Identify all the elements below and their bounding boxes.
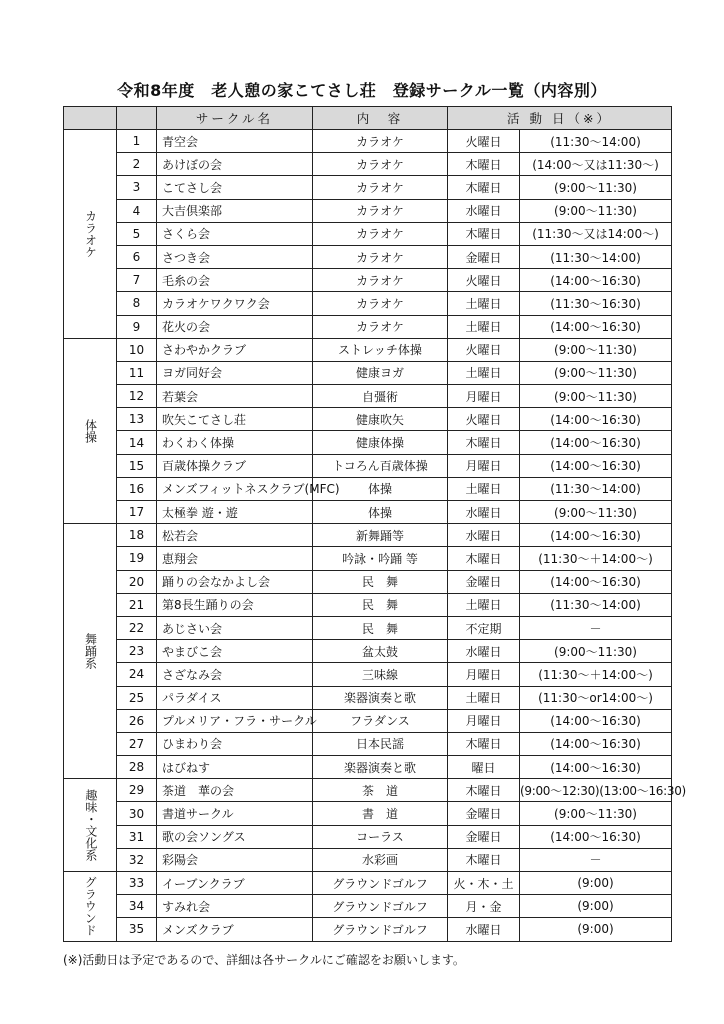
activity-content: 健康ヨガ: [313, 361, 448, 384]
row-number: 21: [117, 593, 157, 616]
activity-time: (9:00～12:30)(13:00～16:30): [520, 779, 672, 802]
table-row: [64, 872, 672, 895]
circle-name: メンズフィットネスクラブ(MFC): [157, 477, 313, 500]
activity-time: (9:00～11:30): [520, 361, 672, 384]
activity-content: 吟詠・吟踊 等: [313, 547, 448, 570]
row-number: 24: [117, 663, 157, 686]
footnote: (※)活動日は予定であるので、詳細は各サークルにご確認をお願いします。: [63, 953, 465, 967]
activity-content: グラウンドゴルフ: [313, 872, 448, 895]
activity-time: (9:00～11:30): [520, 385, 672, 408]
activity-content: カラオケ: [313, 269, 448, 292]
activity-time: (9:00～11:30): [520, 640, 672, 663]
table-row: [64, 524, 672, 547]
row-number: 1: [117, 130, 157, 153]
table-row: [64, 222, 672, 245]
circle-name: 恵翔会: [157, 547, 313, 570]
circle-name: 毛糸の会: [157, 269, 313, 292]
activity-day: 木曜日: [448, 779, 520, 802]
circle-name: ひまわり会: [157, 732, 313, 755]
row-number: 33: [117, 872, 157, 895]
row-number: 13: [117, 408, 157, 431]
activity-day: 土曜日: [448, 593, 520, 616]
table-row: [64, 895, 672, 918]
activity-time: (9:00): [520, 872, 672, 895]
circle-name: わくわく体操: [157, 431, 313, 454]
table-row: [64, 616, 672, 639]
activity-time: (11:30～14:00): [520, 593, 672, 616]
row-number: 3: [117, 176, 157, 199]
activity-time: (9:00～11:30): [520, 199, 672, 222]
activity-time: (14:00～16:30): [520, 524, 672, 547]
activity-day: 水曜日: [448, 524, 520, 547]
row-number: 14: [117, 431, 157, 454]
circle-name: 茶道 華の会: [157, 779, 313, 802]
table-row: [64, 802, 672, 825]
header-schedule: 活 動 日（※）: [448, 107, 672, 130]
activity-day: 土曜日: [448, 477, 520, 500]
table-row: [64, 199, 672, 222]
circle-name: 歌の会ソングス: [157, 825, 313, 848]
row-number: 27: [117, 732, 157, 755]
circle-name: あじさい会: [157, 616, 313, 639]
circle-name: 花火の会: [157, 315, 313, 338]
activity-day: 曜日: [448, 756, 520, 779]
row-number: 25: [117, 686, 157, 709]
activity-time: (14:00～16:30): [520, 315, 672, 338]
activity-content: グラウンドゴルフ: [313, 918, 448, 941]
activity-time: (9:00～11:30): [520, 501, 672, 524]
activity-time: (9:00): [520, 918, 672, 941]
circle-name: 書道サークル: [157, 802, 313, 825]
activity-time: (14:00～16:30): [520, 756, 672, 779]
activity-time: (11:30～＋14:00～): [520, 547, 672, 570]
row-number: 4: [117, 199, 157, 222]
activity-content: フラダンス: [313, 709, 448, 732]
activity-content: 民 舞: [313, 570, 448, 593]
activity-content: 民 舞: [313, 593, 448, 616]
activity-day: 水曜日: [448, 640, 520, 663]
activity-time: (11:30～又は14:00～): [520, 222, 672, 245]
activity-content: カラオケ: [313, 245, 448, 268]
table-row: [64, 918, 672, 941]
circle-name: 彩陽会: [157, 848, 313, 871]
table-row: [64, 732, 672, 755]
activity-content: 日本民謡: [313, 732, 448, 755]
activity-content: 茶 道: [313, 779, 448, 802]
row-number: 18: [117, 524, 157, 547]
row-number: 28: [117, 756, 157, 779]
activity-time: (14:00～又は11:30～): [520, 153, 672, 176]
activity-day: 金曜日: [448, 802, 520, 825]
header-number: [117, 107, 157, 130]
activity-time: (14:00～16:30): [520, 732, 672, 755]
row-number: 2: [117, 153, 157, 176]
table-row: [64, 825, 672, 848]
activity-time: (9:00～11:30): [520, 338, 672, 361]
activity-content: 体操: [313, 477, 448, 500]
row-number: 8: [117, 292, 157, 315]
table-row: [64, 640, 672, 663]
activity-content: 健康体操: [313, 431, 448, 454]
table-row: [64, 269, 672, 292]
table-row: [64, 454, 672, 477]
circle-name: さつき会: [157, 245, 313, 268]
category-label: 趣味・文化系: [64, 779, 117, 872]
row-number: 22: [117, 616, 157, 639]
table-row: [64, 245, 672, 268]
activity-day: 月曜日: [448, 385, 520, 408]
activity-content: 自彊術: [313, 385, 448, 408]
table-row: [64, 593, 672, 616]
row-number: 30: [117, 802, 157, 825]
row-number: 15: [117, 454, 157, 477]
table-row: [64, 756, 672, 779]
row-number: 26: [117, 709, 157, 732]
table-row: [64, 176, 672, 199]
activity-time: (11:30～14:00): [520, 130, 672, 153]
header-row: [64, 107, 672, 130]
circle-name: 百歳体操クラブ: [157, 454, 313, 477]
circle-name: あけぼの会: [157, 153, 313, 176]
activity-day: 火曜日: [448, 408, 520, 431]
activity-time: (9:00～11:30): [520, 176, 672, 199]
row-number: 23: [117, 640, 157, 663]
row-number: 9: [117, 315, 157, 338]
activity-day: 水曜日: [448, 501, 520, 524]
activity-content: カラオケ: [313, 130, 448, 153]
activity-day: 火曜日: [448, 269, 520, 292]
activity-time: (14:00～16:30): [520, 408, 672, 431]
category-label: カラオケ: [64, 130, 117, 339]
circle-name: はびねす: [157, 756, 313, 779]
activity-content: 体操: [313, 501, 448, 524]
activity-time: (11:30～16:30): [520, 292, 672, 315]
table-row: [64, 501, 672, 524]
activity-day: 月曜日: [448, 709, 520, 732]
header-category: [64, 107, 117, 130]
table-row: [64, 338, 672, 361]
circle-name: 大吉倶楽部: [157, 199, 313, 222]
row-number: 7: [117, 269, 157, 292]
circle-name: 若葉会: [157, 385, 313, 408]
activity-day: 土曜日: [448, 686, 520, 709]
table-row: [64, 153, 672, 176]
table-row: [64, 547, 672, 570]
table-row: [64, 408, 672, 431]
circle-name: やまびこ会: [157, 640, 313, 663]
header-circle-name: サークル名: [157, 107, 313, 130]
activity-time: (14:00～16:30): [520, 570, 672, 593]
row-number: 20: [117, 570, 157, 593]
row-number: 10: [117, 338, 157, 361]
activity-day: 木曜日: [448, 176, 520, 199]
activity-content: カラオケ: [313, 153, 448, 176]
table-row: [64, 385, 672, 408]
table-row: [64, 130, 672, 153]
circle-name: さわやかクラブ: [157, 338, 313, 361]
activity-day: 水曜日: [448, 918, 520, 941]
circle-name: さくら会: [157, 222, 313, 245]
activity-day: 木曜日: [448, 848, 520, 871]
activity-day: 金曜日: [448, 245, 520, 268]
activity-time: (14:00～16:30): [520, 269, 672, 292]
row-number: 17: [117, 501, 157, 524]
category-label: 体操: [64, 338, 117, 524]
activity-time: (14:00～16:30): [520, 431, 672, 454]
row-number: 31: [117, 825, 157, 848]
activity-time: －: [520, 616, 672, 639]
circle-list-table: [63, 106, 686, 942]
activity-content: コーラス: [313, 825, 448, 848]
circle-name: こてさし会: [157, 176, 313, 199]
row-number: 5: [117, 222, 157, 245]
activity-day: 月・金: [448, 895, 520, 918]
activity-day: 水曜日: [448, 199, 520, 222]
activity-content: カラオケ: [313, 176, 448, 199]
table-row: [64, 663, 672, 686]
table-row: [64, 431, 672, 454]
circle-name: 吹矢こてさし荘: [157, 408, 313, 431]
header-content: 内 容: [313, 107, 448, 130]
table-row: [64, 292, 672, 315]
row-number: 19: [117, 547, 157, 570]
circle-name: 青空会: [157, 130, 313, 153]
row-number: 35: [117, 918, 157, 941]
activity-day: 月曜日: [448, 454, 520, 477]
table-row: [64, 709, 672, 732]
circle-name: プルメリア・フラ・サークル: [157, 709, 313, 732]
row-number: 11: [117, 361, 157, 384]
activity-content: 新舞踊等: [313, 524, 448, 547]
activity-time: (9:00～11:30): [520, 802, 672, 825]
activity-content: グラウンドゴルフ: [313, 895, 448, 918]
activity-content: 楽器演奏と歌: [313, 686, 448, 709]
circle-name: 松若会: [157, 524, 313, 547]
circle-name: さざなみ会: [157, 663, 313, 686]
activity-content: 水彩画: [313, 848, 448, 871]
circle-name: パラダイス: [157, 686, 313, 709]
activity-content: ストレッチ体操: [313, 338, 448, 361]
activity-time: (11:30～or14:00～): [520, 686, 672, 709]
table-row: [64, 477, 672, 500]
row-number: 32: [117, 848, 157, 871]
row-number: 34: [117, 895, 157, 918]
row-number: 6: [117, 245, 157, 268]
activity-day: 木曜日: [448, 732, 520, 755]
circle-name: すみれ会: [157, 895, 313, 918]
activity-day: 火曜日: [448, 130, 520, 153]
activity-day: 金曜日: [448, 570, 520, 593]
activity-day: 木曜日: [448, 431, 520, 454]
table-row: [64, 779, 672, 802]
table-row: [64, 570, 672, 593]
activity-day: 木曜日: [448, 547, 520, 570]
activity-content: カラオケ: [313, 292, 448, 315]
activity-content: 民 舞: [313, 616, 448, 639]
activity-day: 火曜日: [448, 338, 520, 361]
activity-content: 楽器演奏と歌: [313, 756, 448, 779]
row-number: 12: [117, 385, 157, 408]
activity-time: (14:00～16:30): [520, 825, 672, 848]
activity-day: 土曜日: [448, 292, 520, 315]
activity-content: 盆太鼓: [313, 640, 448, 663]
activity-day: 土曜日: [448, 315, 520, 338]
activity-time: (11:30～14:00): [520, 477, 672, 500]
circle-name: イーブンクラブ: [157, 872, 313, 895]
activity-day: 不定期: [448, 616, 520, 639]
activity-day: 月曜日: [448, 663, 520, 686]
circle-name: 踊りの会なかよし会: [157, 570, 313, 593]
activity-day: 火・木・土: [448, 872, 520, 895]
activity-day: 金曜日: [448, 825, 520, 848]
table-row: [64, 361, 672, 384]
activity-day: 木曜日: [448, 153, 520, 176]
category-label: 舞踊系: [64, 524, 117, 779]
circle-name: メンズクラブ: [157, 918, 313, 941]
category-label: グラウンド: [64, 872, 117, 942]
circle-name: ヨガ同好会: [157, 361, 313, 384]
row-number: 29: [117, 779, 157, 802]
activity-content: 三味線: [313, 663, 448, 686]
activity-time: (11:30～＋14:00～): [520, 663, 672, 686]
activity-content: カラオケ: [313, 222, 448, 245]
activity-content: カラオケ: [313, 199, 448, 222]
page-title: 令和8年度 老人憩の家こてさし荘 登録サークル一覧（内容別）: [117, 81, 607, 100]
activity-time: (9:00): [520, 895, 672, 918]
activity-time: －: [520, 848, 672, 871]
activity-content: カラオケ: [313, 315, 448, 338]
activity-time: (11:30～14:00): [520, 245, 672, 268]
circle-name: 第8長生踊りの会: [157, 593, 313, 616]
activity-time: (14:00～16:30): [520, 709, 672, 732]
row-number: 16: [117, 477, 157, 500]
activity-day: 木曜日: [448, 222, 520, 245]
circle-name: カラオケワクワク会: [157, 292, 313, 315]
table-row: [64, 848, 672, 871]
table-row: [64, 686, 672, 709]
activity-content: トコろん百歳体操: [313, 454, 448, 477]
activity-content: 健康吹矢: [313, 408, 448, 431]
activity-day: 土曜日: [448, 361, 520, 384]
circle-name: 太極拳 遊・遊: [157, 501, 313, 524]
activity-time: (14:00～16:30): [520, 454, 672, 477]
activity-content: 書 道: [313, 802, 448, 825]
table-body: [64, 130, 686, 942]
table-row: [64, 315, 672, 338]
